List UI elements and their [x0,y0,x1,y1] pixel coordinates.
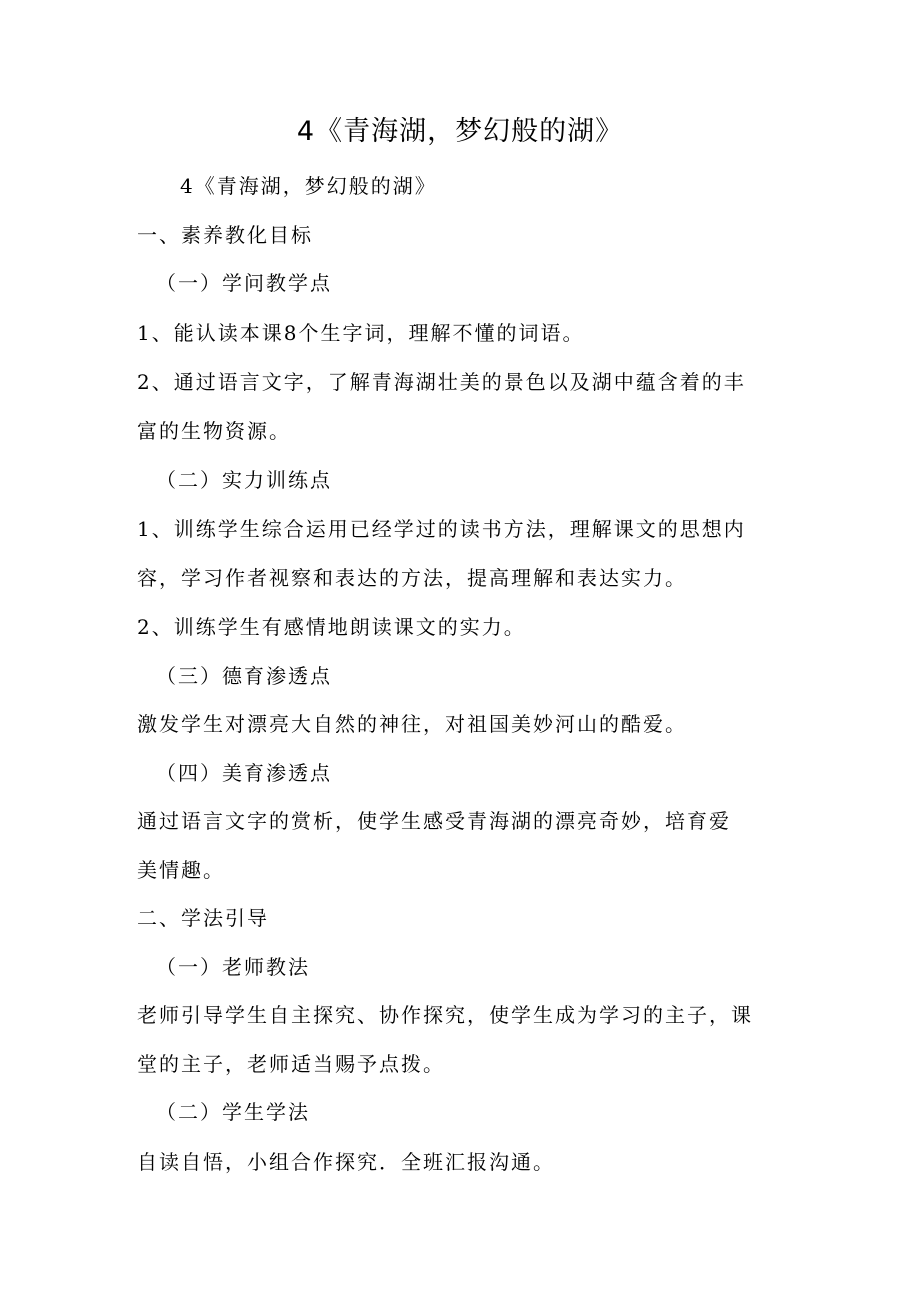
paragraph-line: 堂的主子，老师适当赐予点拨。 [137,1052,445,1076]
subsection-heading: （四）美育渗透点 [156,761,332,785]
paragraph-line: 老师引导学生自主探究、协作探究，使学生成为学习的主子，课 [137,1003,753,1027]
paragraph-line: 1、训练学生综合运用已经学过的读书方法，理解课文的思想内 [137,517,746,541]
lesson-subtitle: 4《青海湖，梦幻般的湖》 [180,174,437,198]
paragraph-line: 激发学生对漂亮大自然的神往，对祖国美妙河山的酷爱。 [137,712,687,736]
subsection-heading: （一）学问教学点 [156,271,332,295]
subsection-heading: （二）实力训练点 [156,468,332,492]
section-heading: 二、学法引导 [137,906,269,930]
paragraph-line: 容，学习作者视察和表达的方法，提高理解和表达实力。 [137,566,687,590]
subsection-heading: （一）老师教法 [156,955,310,979]
paragraph-line: 1、能认读本课8个生字词，理解不懂的词语。 [137,321,585,345]
paragraph-line: 自读自悟，小组合作探究．全班汇报沟通。 [137,1150,555,1174]
paragraph-line: 美情趣。 [137,858,225,882]
paragraph-line: 通过语言文字的赏析，使学生感受青海湖的漂亮奇妙，培育爱 [137,809,731,833]
document-title: 4《青海湖，梦幻般的湖》 [296,116,624,147]
paragraph-line: 2、通过语言文字，了解青海湖壮美的景色以及湖中蕴含着的丰 [137,370,746,394]
paragraph-line: 富的生物资源。 [137,419,291,443]
subsection-heading: （三）德育渗透点 [156,664,332,688]
subsection-heading: （二）学生学法 [156,1100,310,1124]
paragraph-line: 2、训练学生有感情地朗读课文的实力。 [137,615,526,639]
section-heading: 一、素养教化目标 [137,223,313,247]
